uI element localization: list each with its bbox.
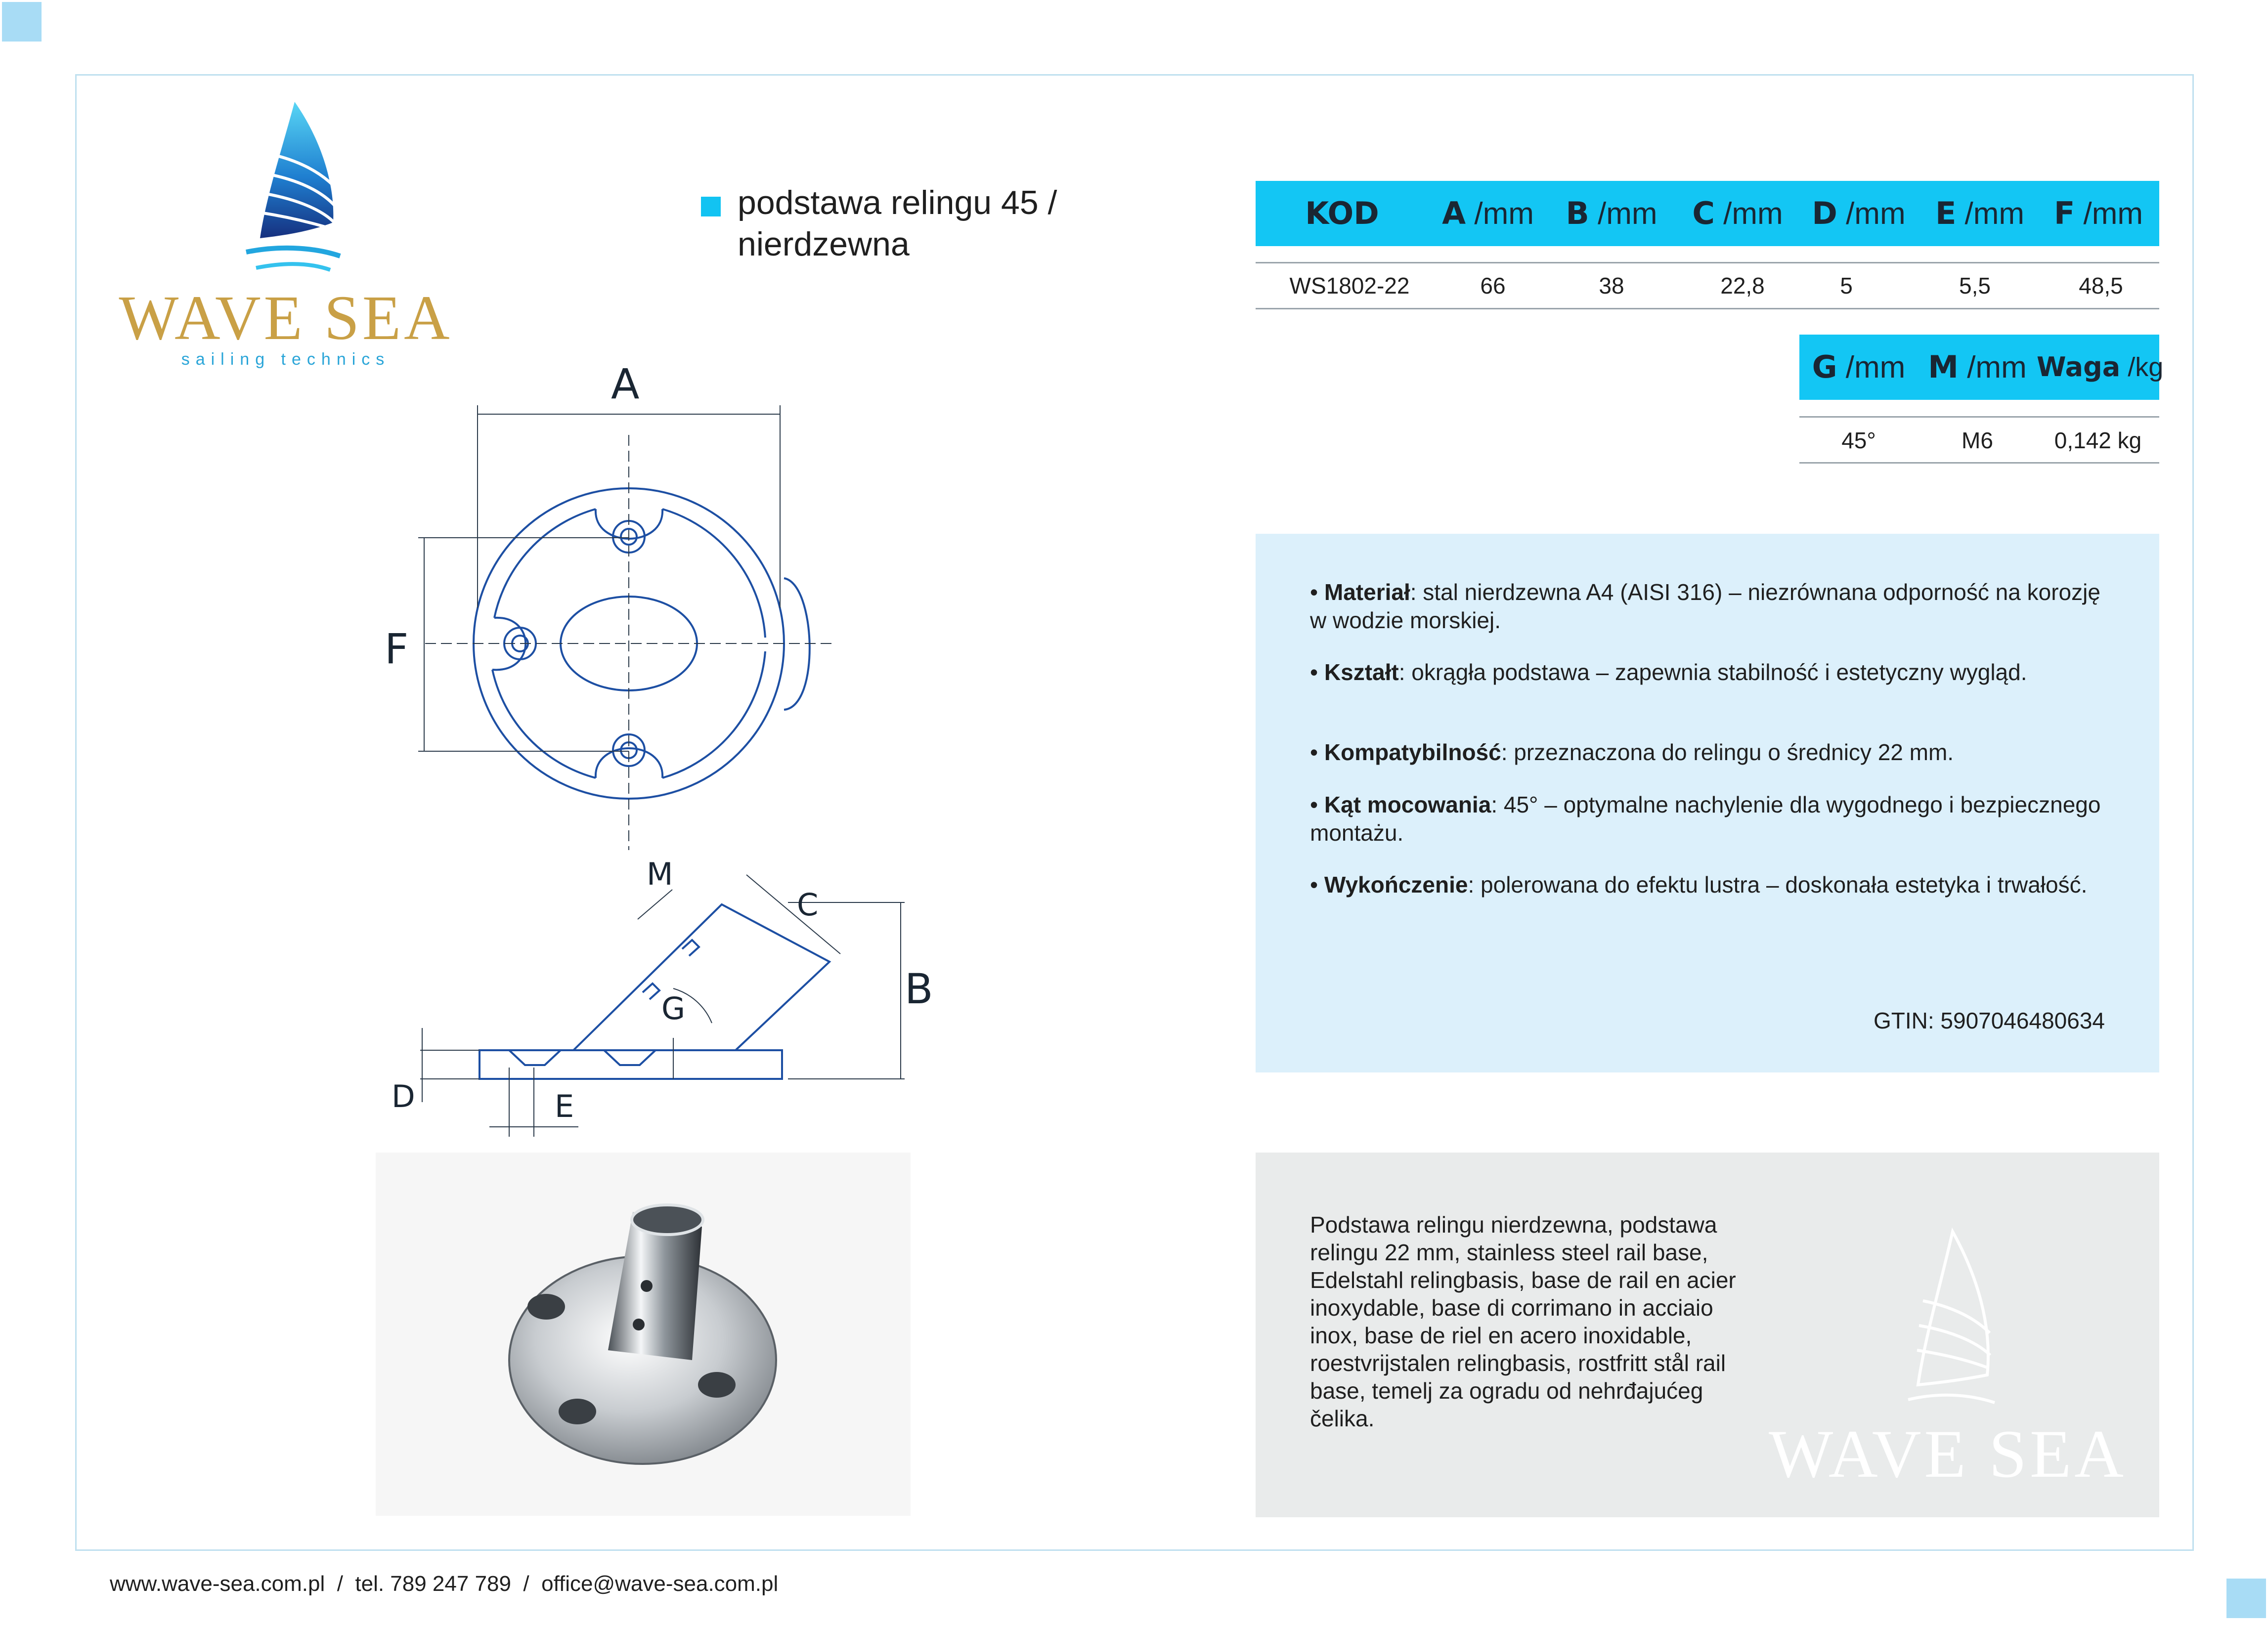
- feature-item: • Kompatybilność: przeznaczona do relingu o średnicy 22 mm.: [1310, 739, 1954, 765]
- keywords-box: [1256, 1153, 2159, 1517]
- rail-base-photo-image: [376, 1153, 911, 1516]
- dim-label-c: C: [797, 887, 819, 923]
- dim-label-a: A: [611, 360, 640, 408]
- table-rule: [1256, 262, 2159, 263]
- dim-label-e: E: [555, 1088, 574, 1124]
- cell-g: 45°: [1841, 428, 1876, 453]
- col-header-e: E /mm: [1935, 195, 2025, 231]
- cell-f: 48,5: [2079, 273, 2123, 299]
- cell-b: 38: [1599, 273, 1624, 299]
- feature-item: • Kąt mocowania: 45° – optymalne nachylenie dla wygodnego i bezpiecznego montażu.: [1310, 792, 2101, 846]
- col-header-kod: KOD: [1305, 195, 1379, 231]
- spec-table2-header: [1799, 335, 2164, 400]
- feature-item: • Wykończenie: polerowana do efektu lustra – doskonała estetyka i trwałość.: [1310, 872, 2088, 898]
- footer-contact: www.wave-sea.com.pl / tel. 789 247 789 / office@wave-sea.com.pl: [110, 1572, 779, 1596]
- cell-kod: WS1802-22: [1289, 273, 1410, 299]
- cell-m: M6: [1962, 428, 1993, 453]
- technical-drawing: [366, 341, 989, 1152]
- cell-waga: 0,142 kg: [2054, 428, 2142, 453]
- table-rule: [1799, 416, 2159, 418]
- brand-name: WAVE SEA: [119, 283, 453, 353]
- product-photo: [376, 1153, 911, 1516]
- cell-a: 66: [1480, 273, 1506, 299]
- watermark-sail-icon: [1893, 1227, 2002, 1424]
- dim-label-d: D: [392, 1078, 415, 1114]
- cell-e: 5,5: [1959, 273, 1991, 299]
- corner-square-bottom-right: [2226, 1579, 2266, 1618]
- brand-logo: [113, 99, 459, 376]
- col-header-g: G /mm: [1812, 349, 1906, 385]
- table-rule: [1799, 462, 2159, 464]
- product-title: podstawa relingu 45 / nierdzewna: [738, 184, 1057, 263]
- watermark-brand-name: WAVE SEA: [1769, 1416, 2127, 1492]
- corner-square-top-left: [2, 2, 42, 42]
- feature-item: • Kształt: okrągła podstawa – zapewnia stabilność i estetyczny wygląd.: [1310, 659, 2027, 685]
- col-header-f: F /mm: [2053, 195, 2143, 231]
- brand-tagline: sailing technics: [181, 350, 391, 369]
- spec-table-header: [1256, 181, 2159, 246]
- col-header-a: A /mm: [1442, 195, 1534, 231]
- dim-label-b: B: [905, 965, 933, 1013]
- col-header-waga: Waga /kg: [2037, 351, 2164, 383]
- dim-label-f: F: [385, 625, 409, 673]
- gtin-code: GTIN: 5907046480634: [1873, 1008, 2105, 1033]
- col-header-b: B /mm: [1566, 195, 1657, 231]
- features-box: [1256, 534, 2159, 1072]
- sail-logo-icon: [236, 99, 345, 287]
- title-bullet-square: [701, 197, 721, 216]
- dim-label-g: G: [661, 990, 686, 1027]
- col-header-d: D /mm: [1812, 195, 1906, 231]
- col-header-c: C /mm: [1692, 195, 1783, 231]
- dim-label-m: M: [647, 856, 673, 892]
- feature-item: • Materiał: stal nierdzewna A4 (AISI 316) – niezrównana odporność na korozję w wodzie morskiej.: [1310, 579, 2100, 633]
- cell-c: 22,8: [1720, 273, 1765, 299]
- table-rule: [1256, 308, 2159, 309]
- cell-d: 5: [1840, 273, 1853, 299]
- col-header-m: M /mm: [1928, 349, 2027, 385]
- keywords-text: Podstawa relingu nierdzewna, podstawa relingu 22 mm, stainless steel rail base, Edelstahl relingbasis, base de rail en acier inoxydable, base di corrimano in acciaio inox, base de riel en acero inoxidable, roestvrijstalen relingbasis, rostfritt stål rail base, temelj za ogradu od nehrđajućeg čelika.: [1310, 1212, 1736, 1431]
